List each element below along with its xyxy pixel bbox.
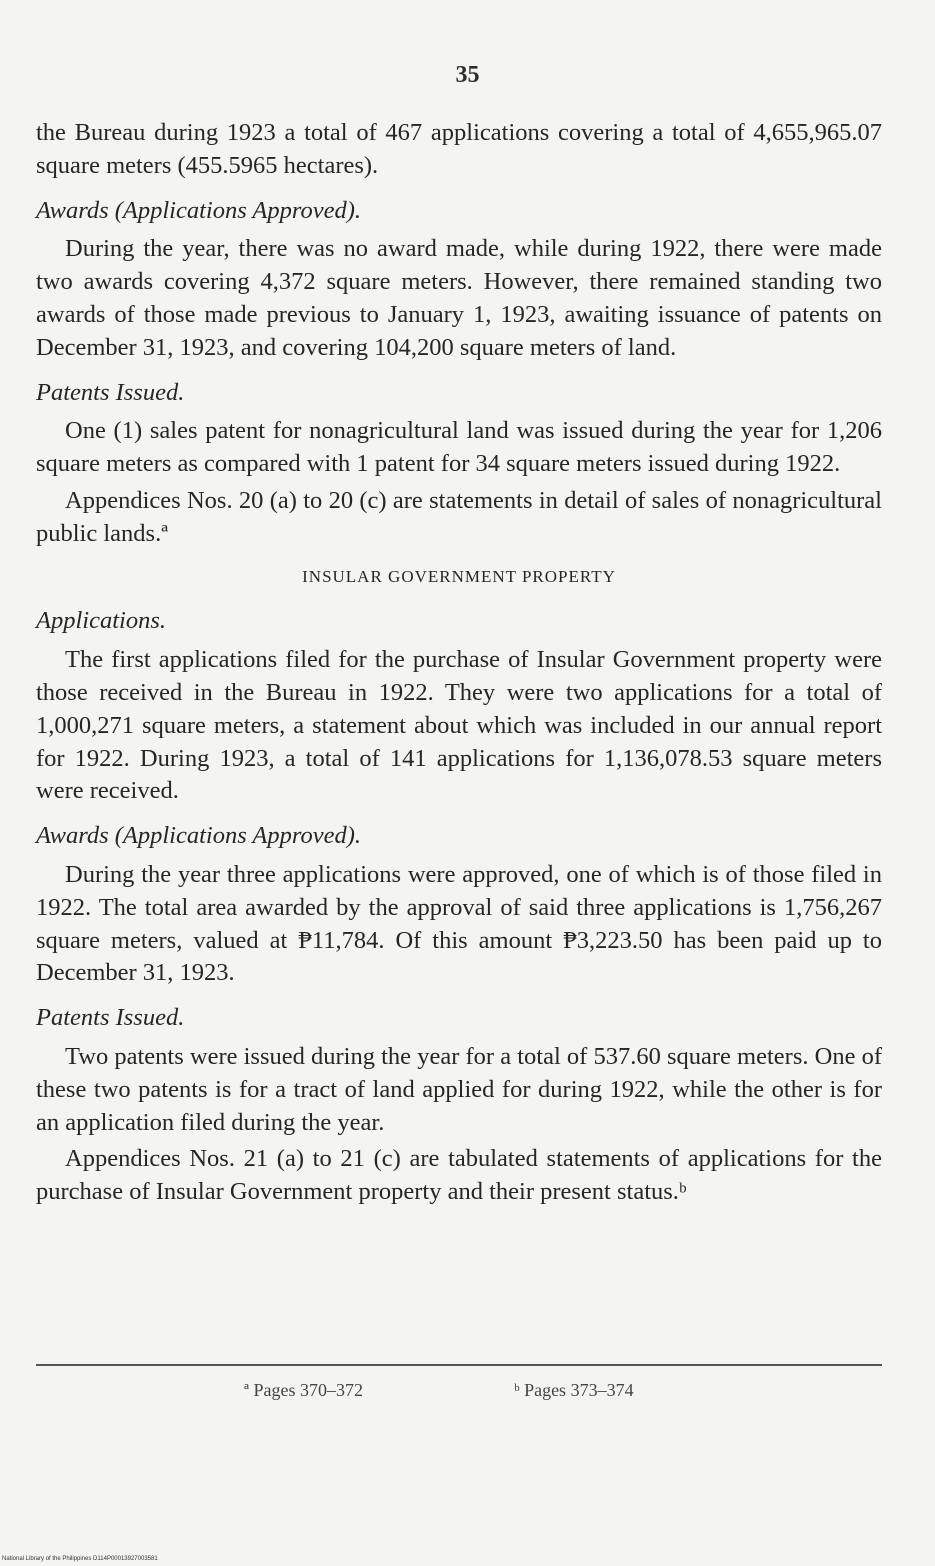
awards-paragraph-insular: During the year three applications were approved, one of which is of those filed in 1922. The total area awarded by the approval of said three applications is 1,756,267 square meters, valued at ₱11,784. Of this amount ₱3,223.50 has been paid up to December 31, 1923. [36,860,882,987]
applications-paragraph: The first applications filed for the purchase of Insular Government property were those received in the Bureau in 1922. They were two applications for a total of 1,000,271 square meters, a statement about which was included in our annual report for 1922. During 1923, a total of 141 applications for 1,136,078.53 square meters were received. [36,646,882,805]
footnote-divider [36,1364,882,1366]
appendices-paragraph-public-lands: Appendices Nos. 20 (a) to 20 (c) are statements in detail of sales of nonagricultural public lands.ª [36,486,882,547]
patents-paragraph-public-lands: One (1) sales patent for nonagricultural land was issued during the year for 1,206 square meters as compared with 1 patent for 34 square meters issued during 1922. [36,417,882,478]
awards-heading-insular: Awards (Applications Approved). [36,822,362,850]
scan-credit: National Library of the Philippines D114P00013927003581 [2,1556,158,1562]
patents-heading-public-lands: Patents Issued. [36,378,185,406]
patents-heading-insular: Patents Issued. [36,1004,185,1032]
patents-paragraph-insular: Two patents were issued during the year for a total of 537.60 square meters. One of these two patents is for a tract of land applied for during 1922, while the other is for an application filed during the year. [36,1042,882,1136]
awards-paragraph-public-lands: During the year, there was no award made, while during 1922, there were made two awards covering 4,372 square meters. However, there remained standing two awards of those made previous to January 1, 1923, awaiting issuance of patents on December 31, 1923, and covering 104,200 square meters of land. [36,235,882,361]
applications-heading: Applications. [36,607,166,635]
page-number: 35 [455,62,480,88]
footnote-b: ᵇ Pages 373–374 [514,1380,634,1400]
appendices-paragraph-insular: Appendices Nos. 21 (a) to 21 (c) are tabulated statements of applications for the purchase of Insular Government property and their present status.ᵇ [36,1145,882,1206]
footnote-a: ª Pages 370–372 [244,1380,363,1400]
page-body [36,117,882,1209]
intro-paragraph: the Bureau during 1923 a total of 467 applications covering a total of 4,655,965.07 square meters (455.5965 hectares). [36,119,882,179]
awards-heading-public-lands: Awards (Applications Approved). [36,196,362,224]
section-title-insular-government-property: INSULAR GOVERNMENT PROPERTY [302,566,616,586]
